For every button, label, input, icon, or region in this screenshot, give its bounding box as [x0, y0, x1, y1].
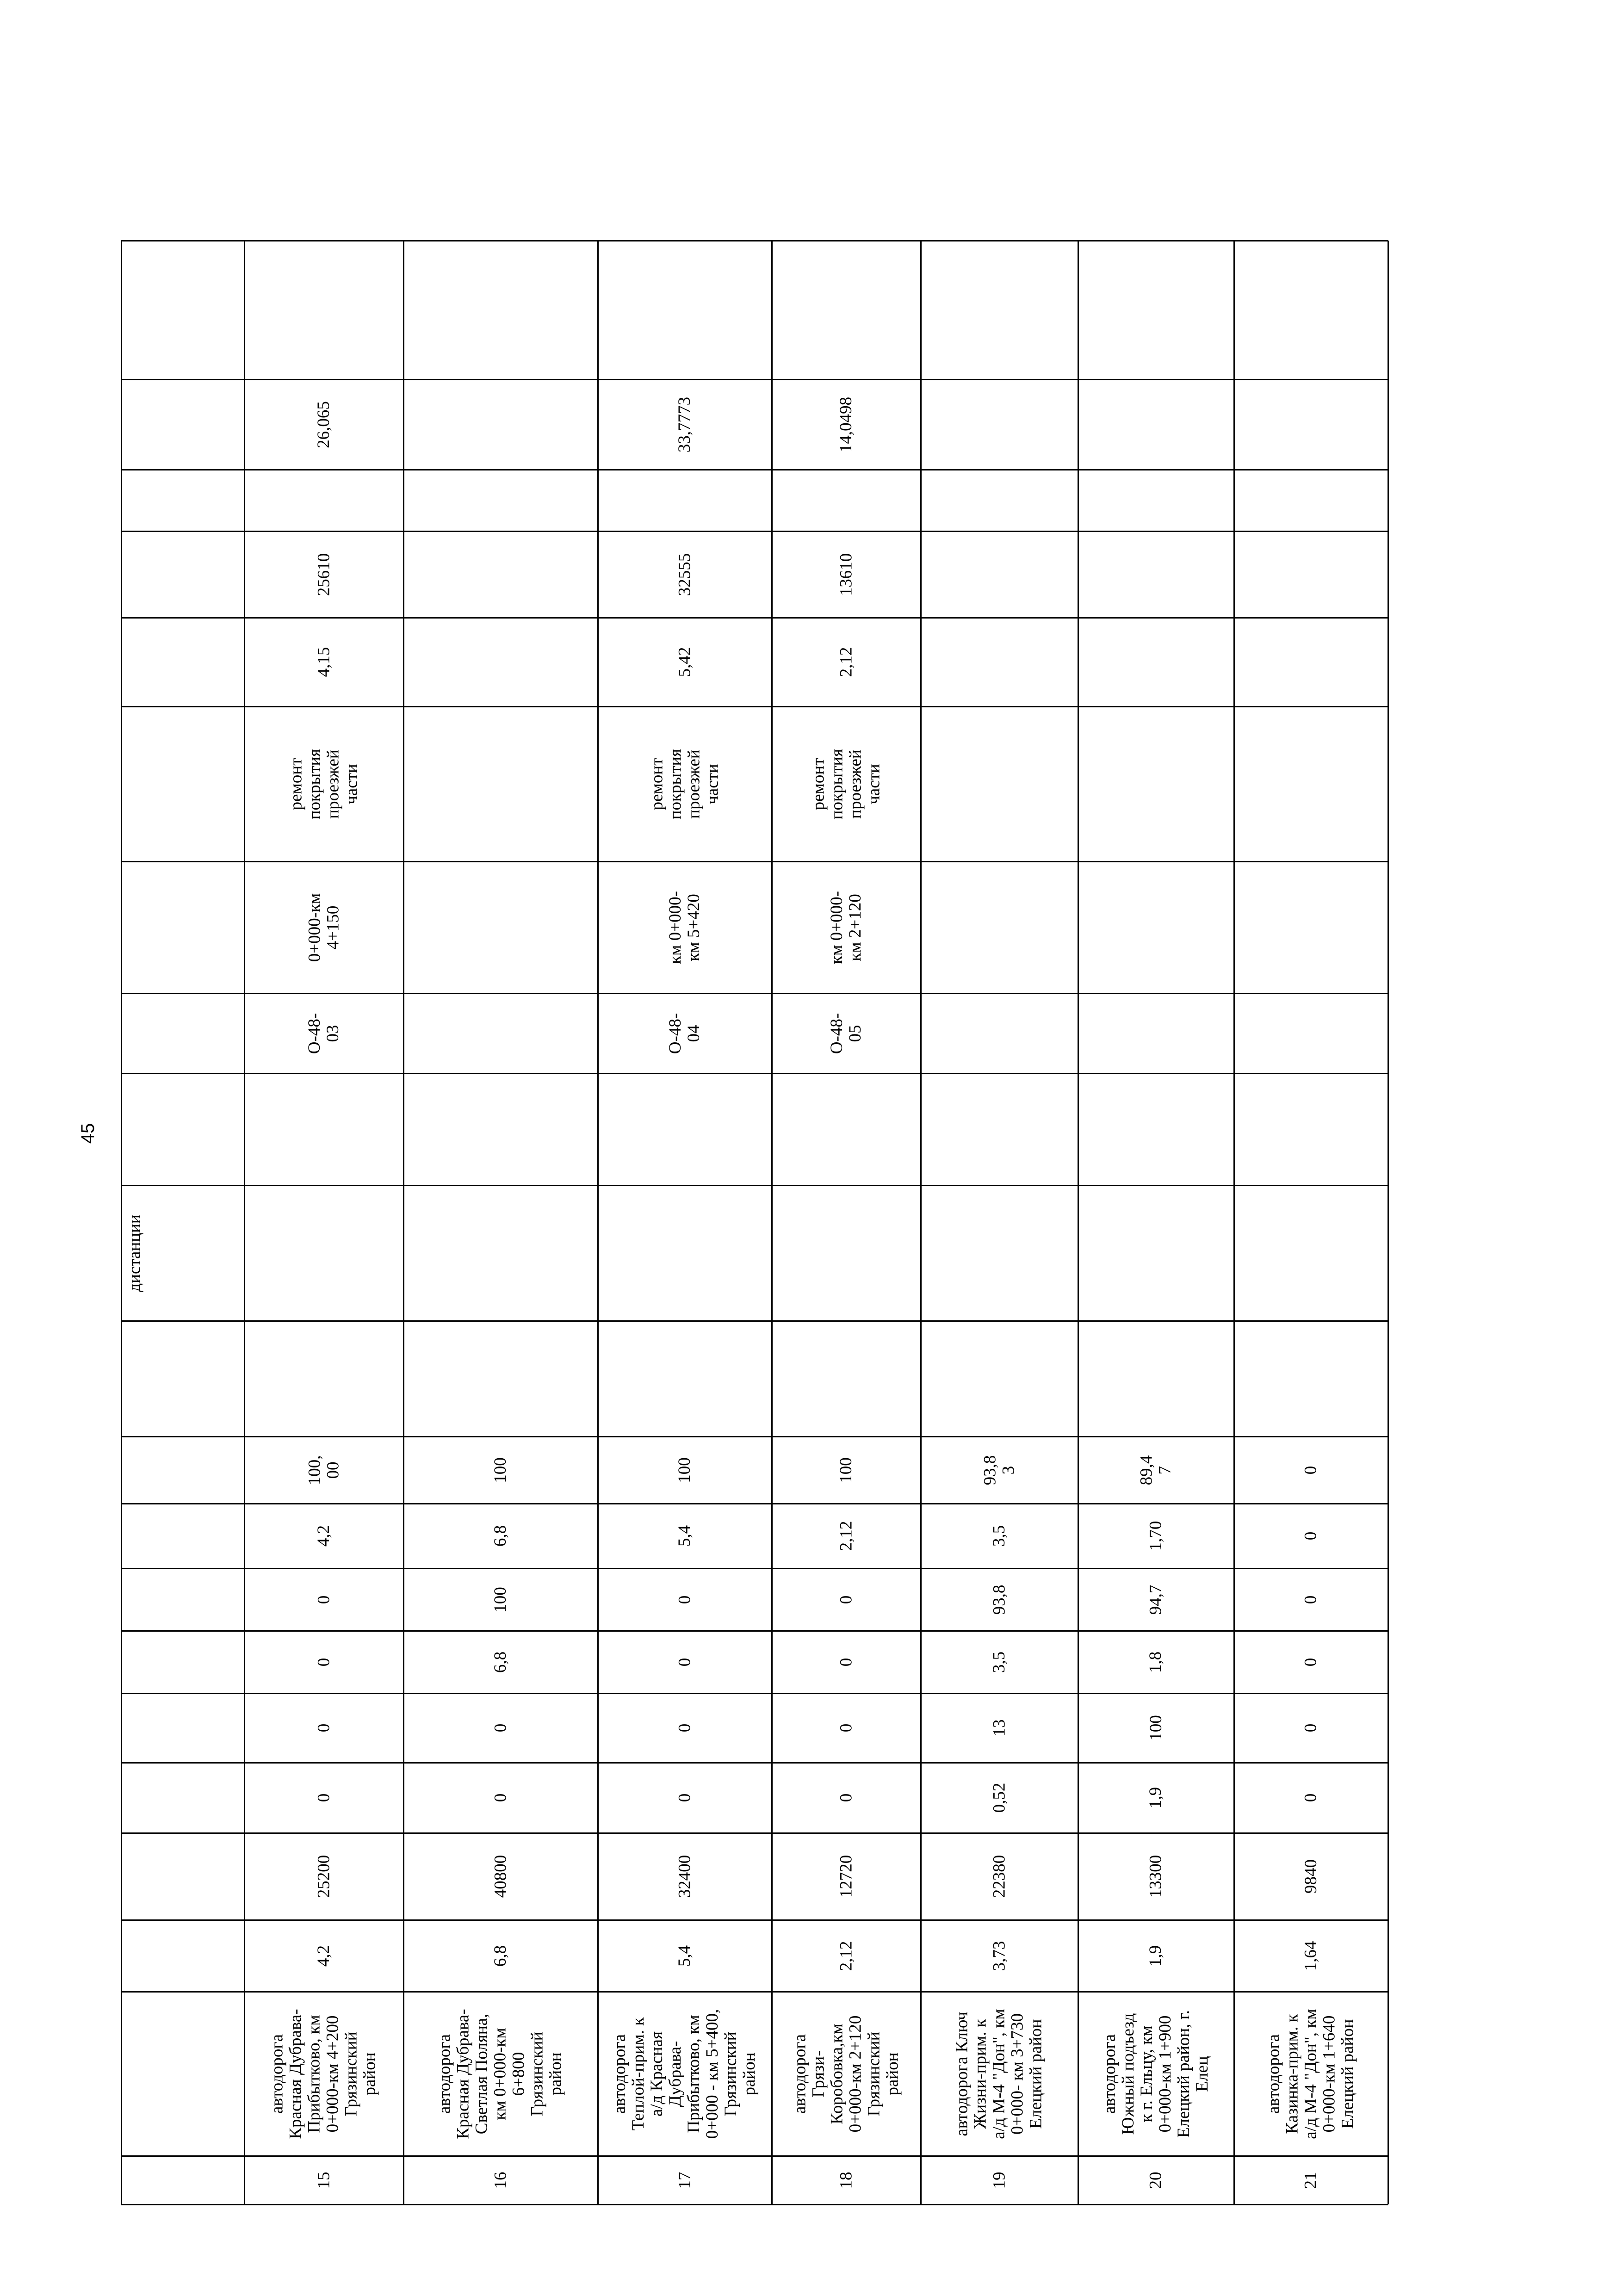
row-20-c2-text: 13300: [1146, 1855, 1165, 1898]
header-dystancii: [121, 1185, 149, 1321]
grid-line: [597, 241, 599, 2204]
row-15-c1-text: 4,2: [314, 1945, 333, 1967]
row-21-c3-text: 0: [1301, 1793, 1320, 1802]
row-18-c6-text: 0: [836, 1595, 855, 1604]
row-15-code: [244, 993, 403, 1073]
row-21-c6: [1234, 1568, 1388, 1631]
grid-line: [920, 241, 922, 2204]
row-21-c3: [1234, 1763, 1388, 1833]
grid-line: [1233, 241, 1235, 2204]
row-15-c2-text: 25200: [314, 1855, 333, 1898]
row-17-c2-text: 32400: [675, 1855, 694, 1898]
row-16-c1-text: 6,8: [491, 1945, 510, 1967]
row-15-c8: [244, 1436, 403, 1504]
row-21-c8-text: 0: [1301, 1466, 1320, 1474]
row-15-range-text: 0+000-км 4+150: [304, 893, 342, 962]
row-17-work-text: ремонт покрытия проезжей части: [647, 749, 722, 819]
row-20-c6: [1078, 1568, 1234, 1631]
row-19-range: [921, 861, 1078, 993]
row-16-c8: [403, 1436, 598, 1504]
row-16-c6-text: 100: [491, 1586, 510, 1613]
grid-line: [121, 706, 1388, 707]
row-18-c2: [772, 1833, 921, 1920]
grid-line: [121, 379, 1388, 380]
row-15-road: [244, 1992, 403, 2156]
row-16-no-text: 16: [491, 2172, 510, 2189]
row-19-c4: [921, 1693, 1078, 1763]
row-16-c5: [403, 1631, 598, 1693]
row-16-c2-text: 40800: [491, 1855, 510, 1898]
grid-line: [121, 861, 1388, 862]
row-21-c7: [1234, 1504, 1388, 1568]
grid-line: [121, 617, 1388, 619]
row-21-c7-text: 0: [1301, 1531, 1320, 1541]
row-18-c5-text: 0: [836, 1658, 855, 1666]
row-20-range: [1078, 861, 1234, 993]
row-19-c2: [921, 1833, 1078, 1920]
row-21-c2-text: 9840: [1301, 1859, 1320, 1894]
row-20-r3: [1078, 379, 1234, 470]
grid-line: [403, 241, 404, 2204]
row-19-c8: [921, 1436, 1078, 1504]
row-19-no: [921, 2156, 1078, 2204]
row-21-c4: [1234, 1693, 1388, 1763]
row-18-c4: [772, 1693, 921, 1763]
row-20-c3-text: 1,9: [1146, 1787, 1165, 1809]
row-21-c5: [1234, 1631, 1388, 1693]
grid-line: [121, 469, 1388, 470]
row-15-c5: [244, 1631, 403, 1693]
row-18-c4-text: 0: [836, 1723, 855, 1733]
row-17-range-text: км 0+000- км 5+420: [665, 891, 703, 964]
row-21-c8: [1234, 1436, 1388, 1504]
row-15-c3: [244, 1763, 403, 1833]
header-dystancii-text: дистанции: [125, 1214, 145, 1292]
grid-line: [121, 1568, 1388, 1569]
row-15-work-text: ремонт покрытия проезжей части: [286, 749, 361, 819]
row-21-c4-text: 0: [1301, 1723, 1320, 1733]
row-17-c2: [598, 1833, 772, 1920]
row-15-r3-text: 26,065: [314, 401, 333, 448]
row-20-c5-text: 1,8: [1146, 1651, 1165, 1673]
row-16-c8-text: 100: [491, 1457, 510, 1483]
row-19-road-text: автодорога Ключ Жизни-прим. к а/д М-4 "Дон", км 0+000- км 3+730 Елецкий район: [952, 2008, 1046, 2139]
row-17-r1: [598, 618, 772, 706]
row-21-c2: [1234, 1833, 1388, 1920]
grid-line: [121, 240, 1388, 241]
row-15-c4-text: 0: [314, 1723, 333, 1733]
row-20-c1: [1078, 1920, 1234, 1992]
row-15-c2: [244, 1833, 403, 1920]
row-17-work: [598, 706, 772, 861]
row-20-no-text: 20: [1146, 2172, 1165, 2189]
row-16-c1: [403, 1920, 598, 1992]
row-17-range: [598, 861, 772, 993]
row-21-c1: [1234, 1920, 1388, 1992]
row-18-code: [772, 993, 921, 1073]
row-19-code: [921, 993, 1078, 1073]
row-19-c7-text: 3,5: [990, 1525, 1009, 1547]
row-17-r3-text: 33,7773: [675, 396, 694, 452]
row-16-c4-text: 0: [491, 1723, 510, 1733]
row-19-r2: [921, 531, 1078, 618]
grid-line: [121, 993, 1388, 994]
row-20-code: [1078, 993, 1234, 1073]
row-15-c6: [244, 1568, 403, 1631]
row-17-c8: [598, 1436, 772, 1504]
row-16-c2: [403, 1833, 598, 1920]
grid-line: [1388, 241, 1389, 2204]
row-21-r3: [1234, 379, 1388, 470]
row-19-c5-text: 3,5: [990, 1651, 1009, 1673]
row-18-no: [772, 2156, 921, 2204]
row-18-r3-text: 14,0498: [836, 396, 855, 452]
row-16-road: [403, 1992, 598, 2156]
row-18-c1: [772, 1920, 921, 1992]
grid-line: [121, 1503, 1388, 1504]
row-20-road: [1078, 1992, 1234, 2156]
grid-line: [244, 241, 245, 2204]
row-16-no: [403, 2156, 598, 2204]
row-16-c4: [403, 1693, 598, 1763]
row-16-c6: [403, 1568, 598, 1631]
row-20-c1-text: 1,9: [1146, 1945, 1165, 1967]
row-17-c1: [598, 1920, 772, 1992]
row-21-code: [1234, 993, 1388, 1073]
row-18-work-text: ремонт покрытия проезжей части: [809, 749, 883, 819]
row-20-c3: [1078, 1763, 1234, 1833]
grid-line: [121, 1693, 1388, 1694]
row-19-r1: [921, 618, 1078, 706]
row-16-c7: [403, 1504, 598, 1568]
row-16-range: [403, 861, 598, 993]
row-17-c8-text: 100: [675, 1457, 694, 1483]
row-18-code-text: О-48- 05: [827, 1013, 865, 1054]
row-20-no: [1078, 2156, 1234, 2204]
grid-line: [121, 241, 122, 2204]
row-17-c4: [598, 1693, 772, 1763]
row-15-c1: [244, 1920, 403, 1992]
row-20-c5: [1078, 1631, 1234, 1693]
row-15-c4: [244, 1693, 403, 1763]
row-18-road: [772, 1992, 921, 2156]
row-20-road-text: автодорога Южный подъезд к г. Ельцу, км 0+000-км 1+900 Елецкий район, г. Елец: [1100, 2010, 1212, 2138]
row-21-no: [1234, 2156, 1388, 2204]
row-16-c5-text: 6,8: [491, 1651, 510, 1673]
grid-line: [121, 1185, 1388, 1186]
row-20-work: [1078, 706, 1234, 861]
row-17-r1-text: 5,42: [675, 647, 694, 677]
row-15-no: [244, 2156, 403, 2204]
row-18-c6: [772, 1568, 921, 1631]
row-21-c6-text: 0: [1301, 1595, 1320, 1604]
row-17-code-text: О-48- 04: [666, 1013, 703, 1054]
row-18-c5: [772, 1631, 921, 1693]
row-20-c4: [1078, 1693, 1234, 1763]
grid-line: [121, 1630, 1388, 1632]
grid-line: [121, 2155, 1388, 2157]
row-18-range-text: км 0+000- км 2+120: [827, 891, 865, 964]
row-21-no-text: 21: [1301, 2172, 1320, 2189]
row-18-c8-text: 100: [836, 1457, 855, 1483]
row-20-c7-text: 1,70: [1146, 1521, 1165, 1551]
row-19-c6-text: 93,8: [990, 1584, 1009, 1615]
row-18-r2-text: 13610: [836, 553, 855, 596]
row-15-work: [244, 706, 403, 861]
row-15-range: [244, 861, 403, 993]
row-15-c7-text: 4,2: [314, 1525, 333, 1547]
row-18-c3: [772, 1763, 921, 1833]
row-17-c4-text: 0: [675, 1723, 694, 1733]
row-19-c3: [921, 1763, 1078, 1833]
grid-line: [121, 1436, 1388, 1437]
grid-line: [121, 1991, 1388, 1993]
row-19-road: [921, 1992, 1078, 2156]
row-17-road: [598, 1992, 772, 2156]
row-16-code: [403, 993, 598, 1073]
row-15-no-text: 15: [314, 2172, 333, 2189]
row-21-c5-text: 0: [1301, 1658, 1320, 1666]
grid-line: [121, 1762, 1388, 1764]
row-19-c1: [921, 1920, 1078, 1992]
row-15-c3-text: 0: [314, 1793, 333, 1802]
row-16-r1: [403, 618, 598, 706]
row-19-r3: [921, 379, 1078, 470]
row-15-code-text: О-48- 03: [305, 1013, 342, 1054]
grid-line: [121, 1320, 1388, 1322]
row-18-c3-text: 0: [836, 1793, 855, 1802]
row-15-c5-text: 0: [314, 1658, 333, 1666]
row-16-r3: [403, 379, 598, 470]
row-18-work: [772, 706, 921, 861]
row-18-r2: [772, 531, 921, 618]
row-21-r1: [1234, 618, 1388, 706]
row-17-c5: [598, 1631, 772, 1693]
row-17-c7: [598, 1504, 772, 1568]
row-19-c2-text: 22380: [990, 1855, 1009, 1898]
row-19-work: [921, 706, 1078, 861]
row-19-c7: [921, 1504, 1078, 1568]
row-18-c8: [772, 1436, 921, 1504]
row-18-c7-text: 2,12: [836, 1521, 855, 1551]
row-19-c6: [921, 1568, 1078, 1631]
grid-line: [121, 1073, 1388, 1074]
row-17-no: [598, 2156, 772, 2204]
row-18-c7: [772, 1504, 921, 1568]
row-15-r1: [244, 618, 403, 706]
row-19-c1-text: 3,73: [990, 1941, 1009, 1971]
row-15-road-text: автодорога Красная Дубрава- Прибытково, км 0+000-км 4+200 Грязинский район: [268, 2008, 379, 2139]
grid-line: [121, 2204, 1388, 2205]
row-17-c6: [598, 1568, 772, 1631]
row-18-c2-text: 12720: [836, 1855, 855, 1898]
row-18-no-text: 18: [836, 2172, 855, 2189]
row-21-work: [1234, 706, 1388, 861]
grid-line: [121, 1832, 1388, 1834]
row-18-c1-text: 2,12: [836, 1941, 855, 1971]
row-16-road-text: автодорога Красная Дубрава- Светлая Поляна, км 0+000-км 6+800 Грязинский район: [435, 2008, 565, 2139]
row-16-c3-text: 0: [491, 1793, 510, 1802]
row-17-c3-text: 0: [675, 1793, 694, 1802]
row-17-r2-text: 32555: [675, 553, 694, 596]
row-15-r2: [244, 531, 403, 618]
row-17-no-text: 17: [675, 2172, 694, 2189]
row-17-c6-text: 0: [675, 1595, 694, 1604]
row-15-r3: [244, 379, 403, 470]
row-17-c3: [598, 1763, 772, 1833]
row-19-no-text: 19: [990, 2172, 1009, 2189]
row-18-r3: [772, 379, 921, 470]
row-21-range: [1234, 861, 1388, 993]
row-17-c1-text: 5,4: [675, 1945, 694, 1967]
row-15-c6-text: 0: [314, 1595, 333, 1604]
grid-line: [121, 1919, 1388, 1921]
row-18-r1-text: 2,12: [836, 647, 855, 677]
row-21-road-text: автодорога Казинка-прим. к а/д М-4 "Дон", км 0+000-км 1+640 Елецкий район: [1264, 2008, 1357, 2139]
grid-line: [121, 531, 1388, 532]
row-17-c7-text: 5,4: [675, 1525, 694, 1547]
row-21-c1-text: 1,64: [1301, 1941, 1320, 1971]
row-20-c4-text: 100: [1146, 1715, 1165, 1741]
row-20-c6-text: 94,7: [1146, 1584, 1165, 1615]
row-21-road: [1234, 1992, 1388, 2156]
row-18-road-text: автодорога Грязи- Коробовка,км 0+000-км 2+120 Грязинский район: [790, 2015, 902, 2132]
row-20-c8-text: 89,4 7: [1137, 1455, 1175, 1485]
grid-line: [771, 241, 773, 2204]
row-15-r1-text: 4,15: [314, 647, 333, 677]
row-17-r2: [598, 531, 772, 618]
row-16-r2: [403, 531, 598, 618]
row-19-c3-text: 0,52: [990, 1782, 1009, 1813]
row-19-c4-text: 13: [990, 1719, 1009, 1737]
row-20-c7: [1078, 1504, 1234, 1568]
page-number: 45: [78, 1123, 98, 1144]
row-15-c8-text: 100, 00: [305, 1455, 342, 1485]
row-17-r3: [598, 379, 772, 470]
row-17-code: [598, 993, 772, 1073]
row-20-c2: [1078, 1833, 1234, 1920]
row-20-r2: [1078, 531, 1234, 618]
row-18-range: [772, 861, 921, 993]
row-17-road-text: автодорога Теплой-прим. к а/д Красная Дубрава- Прибытково, км 0+000 - км 5+400, Грязинский район: [610, 2009, 759, 2139]
grid-line: [1078, 241, 1079, 2204]
row-19-c8-text: 93,8 3: [980, 1455, 1018, 1485]
row-17-c5-text: 0: [675, 1658, 694, 1666]
row-16-c7-text: 6,8: [491, 1525, 510, 1547]
row-15-c7: [244, 1504, 403, 1568]
row-19-c5: [921, 1631, 1078, 1693]
row-21-r2: [1234, 531, 1388, 618]
row-20-r1: [1078, 618, 1234, 706]
row-20-c8: [1078, 1436, 1234, 1504]
row-18-r1: [772, 618, 921, 706]
row-16-work: [403, 706, 598, 861]
row-16-c3: [403, 1763, 598, 1833]
row-15-r2-text: 25610: [314, 553, 333, 596]
